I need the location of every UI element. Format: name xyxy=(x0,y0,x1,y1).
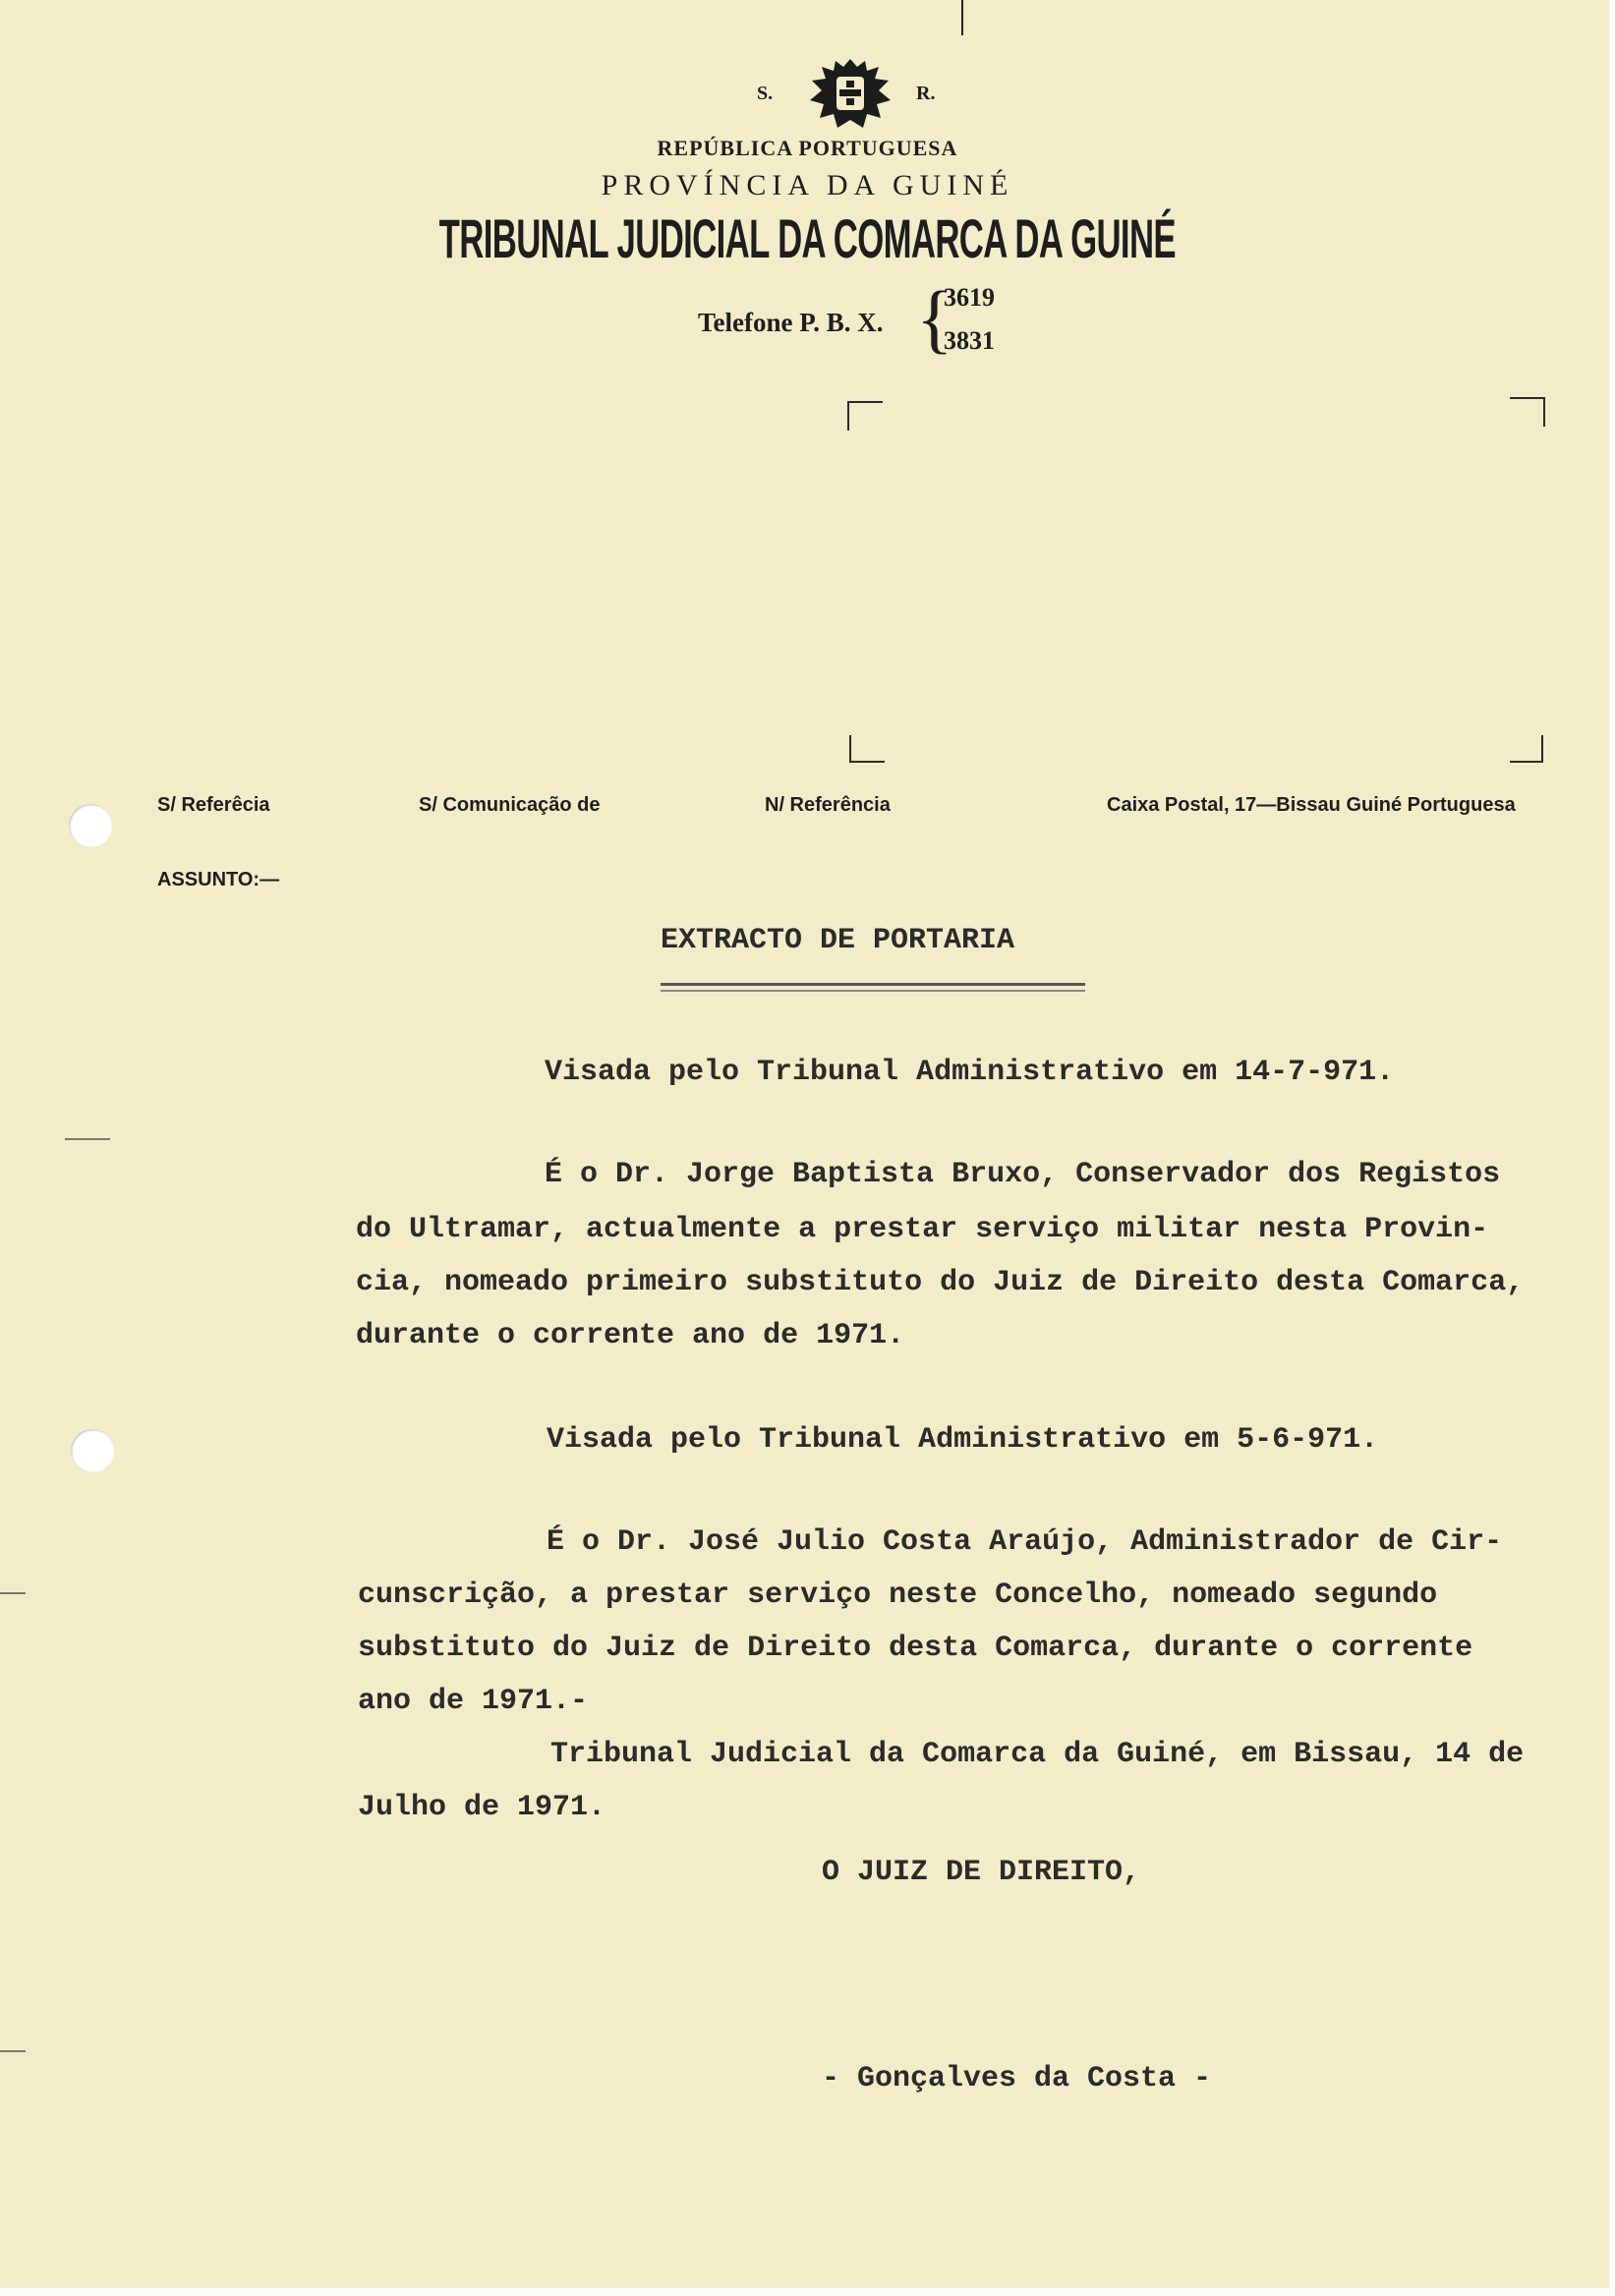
seal-right-letter: R. xyxy=(916,83,936,104)
paragraph-line: ano de 1971.- xyxy=(358,1685,589,1718)
title-underline xyxy=(661,983,1085,986)
paragraph-line: É o Dr. José Julio Costa Araújo, Administrador de Cir- xyxy=(547,1525,1503,1559)
address-window-corner-bottom-right xyxy=(1510,735,1543,763)
punch-hole xyxy=(71,1429,114,1472)
letterhead-seal-row xyxy=(0,55,1615,134)
telephone-brace: { xyxy=(916,275,953,361)
punch-hole xyxy=(69,804,112,847)
tribunal-heading: TRIBUNAL JUDICIAL DA COMARCA DA GUINÉ xyxy=(438,207,1176,269)
your-reference-label: S/ Referêcia xyxy=(157,794,270,816)
paragraph-line: Julho de 1971. xyxy=(358,1791,606,1824)
postal-address: Caixa Postal, 17—Bissau Guiné Portuguesa xyxy=(1107,794,1516,816)
paragraph-line: durante o corrente ano de 1971. xyxy=(356,1319,905,1352)
top-edge-mark xyxy=(961,0,963,35)
republic-heading: REPÚBLICA PORTUGUESA xyxy=(657,136,958,160)
subject-label: ASSUNTO:— xyxy=(157,869,280,890)
paragraph-line: Visada pelo Tribunal Administrativo em 14-7-971. xyxy=(545,1056,1395,1089)
paragraph-line: Tribunal Judicial da Comarca da Guiné, em Bissau, 14 de xyxy=(550,1738,1525,1771)
paragraph-line: É o Dr. Jorge Baptista Bruxo, Conservador dos Registos xyxy=(545,1158,1501,1191)
paragraph-line: cunscrição, a prestar serviço neste Concelho, nomeado segundo xyxy=(358,1578,1438,1612)
margin-fold-mark xyxy=(65,1138,110,1140)
province-heading: PROVÍNCIA DA GUINÉ xyxy=(601,169,1014,201)
margin-fold-mark xyxy=(0,2050,26,2052)
telephone-number-2: 3831 xyxy=(944,326,995,355)
document-title: EXTRACTO DE PORTARIA xyxy=(661,924,1015,957)
margin-fold-mark xyxy=(0,1592,26,1594)
our-reference-label: N/ Referência xyxy=(765,794,891,816)
address-window-corner-bottom-left xyxy=(849,735,885,763)
signatory-name: - Gonçalves da Costa - xyxy=(822,2062,1212,2095)
paragraph-line: do Ultramar, actualmente a prestar serviço militar nesta Provin- xyxy=(356,1213,1489,1246)
paragraph-line: cia, nomeado primeiro substituto do Juiz de Direito desta Comarca, xyxy=(356,1266,1525,1299)
paragraph-line: substituto do Juiz de Direito desta Comarca, durante o corrente xyxy=(358,1632,1473,1665)
your-communication-label: S/ Comunicação de xyxy=(419,794,601,816)
coat-of-arms-icon xyxy=(806,55,894,134)
title-underline-secondary xyxy=(661,990,1085,992)
paragraph-line: Visada pelo Tribunal Administrativo em 5-6-971. xyxy=(547,1423,1379,1457)
signatory-title: O JUIZ DE DIREITO, xyxy=(822,1856,1141,1889)
telephone-number-1: 3619 xyxy=(944,283,995,312)
address-window-corner-top-right xyxy=(1510,397,1545,427)
seal-left-letter: S. xyxy=(757,83,774,104)
address-window-corner-top-left xyxy=(847,401,883,430)
telephone-label: Telefone P. B. X. xyxy=(698,308,884,337)
